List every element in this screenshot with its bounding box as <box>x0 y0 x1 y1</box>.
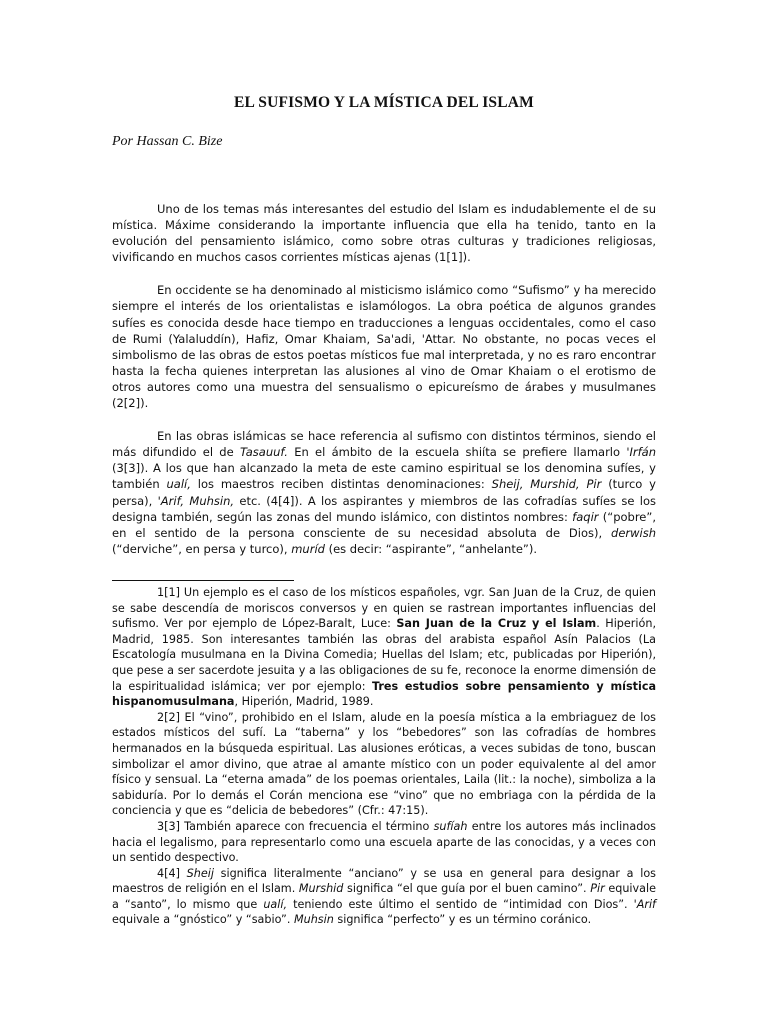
document-body <box>112 201 656 574</box>
text-segment: equivale a “gnóstico” y “sabio”. <box>112 913 294 927</box>
paragraph-1: Uno de los temas más interesantes del estudio del Islam es indudablemente el de su mística. Máxime considerando la importante influencia que ella ha tenido, tanto en la evolución del pensamiento islámico, como sobre otras culturas y tradiciones religiosas, vivificando en muchos casos corrientes místicas ajenas (1[1]). <box>112 202 656 265</box>
paragraph-3 <box>112 428 656 557</box>
text-segment: significa “el que guía por el buen camino”. <box>343 882 591 896</box>
text-segment: equivale a “santo”, lo mismo que <box>112 882 656 911</box>
text-segment: (“pobre”, en el sentido de la persona consciente de su necesidad absoluta de Dios), <box>112 509 656 540</box>
term-derwish: derwish <box>611 525 656 540</box>
text-segment: (es decir: “aspirante”, “anhelante”). <box>324 541 538 556</box>
paragraph-2: En occidente se ha denominado al misticismo islámico como “Sufismo” y ha merecido siempre el interés de los orientalistas e islamólogos. La obra poética de algunos grandes sufíes es conocida desde hace tiempo en traducciones a lenguas occidentales, como el caso de Rumi (Yalaluddín), Hafiz, Omar Khaiam, Sa'adi, 'Attar. No obstante, no pocas veces el simbolismo de las obras de estos poetas místicos fue mal interpretada, y no es raro encontrar hasta la fecha quienes interpretan las alusiones al vino de Omar Khaiam o el erotismo de otros autores como una muestra del sensualismo o epicureísmo de árabes y musulmanes (2[2]). <box>112 283 656 411</box>
term-sheij: Sheij <box>186 866 214 880</box>
term-murid: muríd <box>291 541 325 556</box>
text-segment: (3[3]). A los que han alcanzado la meta de este camino espiritual se los denomina sufíes, y también <box>112 461 656 492</box>
term-irfan: 'Irfán <box>626 445 656 460</box>
text-segment: 4[4] <box>157 866 187 880</box>
text-segment: significa literalmente “anciano” y se usa en general para designar a los maestros de religión en el Islam. <box>112 866 656 896</box>
term-tasauuf: Tasauuf. <box>239 445 288 460</box>
term-arif-muhsin: 'Arif, Muhsin, <box>157 493 235 508</box>
term-faqir: faqir <box>572 509 599 524</box>
term-sheij-murshid-pir: Sheij, Murshid, Pir <box>491 477 602 492</box>
term-uali: ualí, <box>263 897 288 911</box>
text-segment: 3[3] También aparece con frecuencia el término <box>157 819 434 833</box>
text-segment: (turco y persa), <box>112 477 656 508</box>
footnotes <box>112 585 656 928</box>
text-segment: significa “perfecto” y es un término coránico. <box>333 913 592 927</box>
term-sufiah: sufíah <box>433 819 468 833</box>
term-arif: 'Arif <box>633 897 656 911</box>
book-title: Tres estudios sobre pensamiento y mística hispanomusulmana <box>112 679 656 709</box>
text-segment: . Hiperión, Madrid, 1985. Son interesantes también las obras del arabista español Asín Palacios (La Escatología musulmana en la Divina Comedia; Huellas del Islam; etc, publicadas por Hiperión), que pese a ser sacerdote jesuita y a las obligaciones de su fe, reconoce la enorme dimensión de la espiritualidad islámica; ver por ejemplo: <box>112 617 656 693</box>
term-murshid: Murshid <box>298 882 344 896</box>
footnote-separator <box>112 580 294 581</box>
text-segment: los maestros reciben distintas denominaciones: <box>190 477 492 492</box>
term-uali: ualí, <box>166 477 191 492</box>
text-segment: En el ámbito de la escuela shiíta se prefiere llamarlo <box>287 445 627 460</box>
text-segment: 1[1] Un ejemplo es el caso de los místicos españoles, vgr. San Juan de la Cruz, de quien se sabe descendía de moriscos conversos y en quien se rastrean importantes influencias del sufismo. Ver por ejemplo de López-Baralt, Luce: <box>112 586 656 631</box>
text-segment: , Hiperión, Madrid, 1989. <box>234 695 374 709</box>
text-segment: teniendo este último el sentido de “intimidad con Dios”. <box>287 897 634 911</box>
term-muhsin: Muhsin <box>293 913 334 927</box>
document-title: EL SUFISMO Y LA MÍSTICA DEL ISLAM <box>233 94 535 111</box>
footnote-3 <box>112 819 656 866</box>
text-segment: (“derviche”, en persa y turco), <box>112 541 292 556</box>
text-segment: entre los autores más inclinados hacia el legalismo, para representarlo como una escuela aparte de las conocidas, y a veces con un sentido despectivo. <box>112 819 656 865</box>
footnote-2: 2[2] El “vino”, prohibido en el Islam, alude en la poesía mística a la embriaguez de los estados místicos del sufí. La “taberna” y los “bebedores” son las cofradías de hombres hermanados en la búsqueda espiritual. Las alusiones eróticas, a veces subidas de tono, buscan simbolizar el amor divino, que atrae al amante místico con un poder equivalente al del amor físico y sensual. La “eterna amada” de los poemas orientales, Laila (lit.: la noche), simboliza a la sabiduría. Por lo demás el Corán menciona ese “vino” que no embriaga con la pérdida de la conciencia y que es “delicia de bebedores” (Cfr.: 47:15). <box>112 710 656 818</box>
footnote-4 <box>112 866 656 928</box>
footnote-1 <box>112 585 656 710</box>
book-title: San Juan de la Cruz y el Islam <box>396 617 597 631</box>
text-segment: etc. (4[4]). A los aspirantes y miembros de las cofradías sufíes se los designa también, según las zonas del mundo islámico, con distintos nombres: <box>112 493 656 524</box>
term-pir: Pir <box>590 882 605 896</box>
text-segment: En las obras islámicas se hace referencia al sufismo con distintos términos, siendo el más difundido el de <box>112 429 656 460</box>
document-author: Por Hassan C. Bize <box>112 134 223 149</box>
